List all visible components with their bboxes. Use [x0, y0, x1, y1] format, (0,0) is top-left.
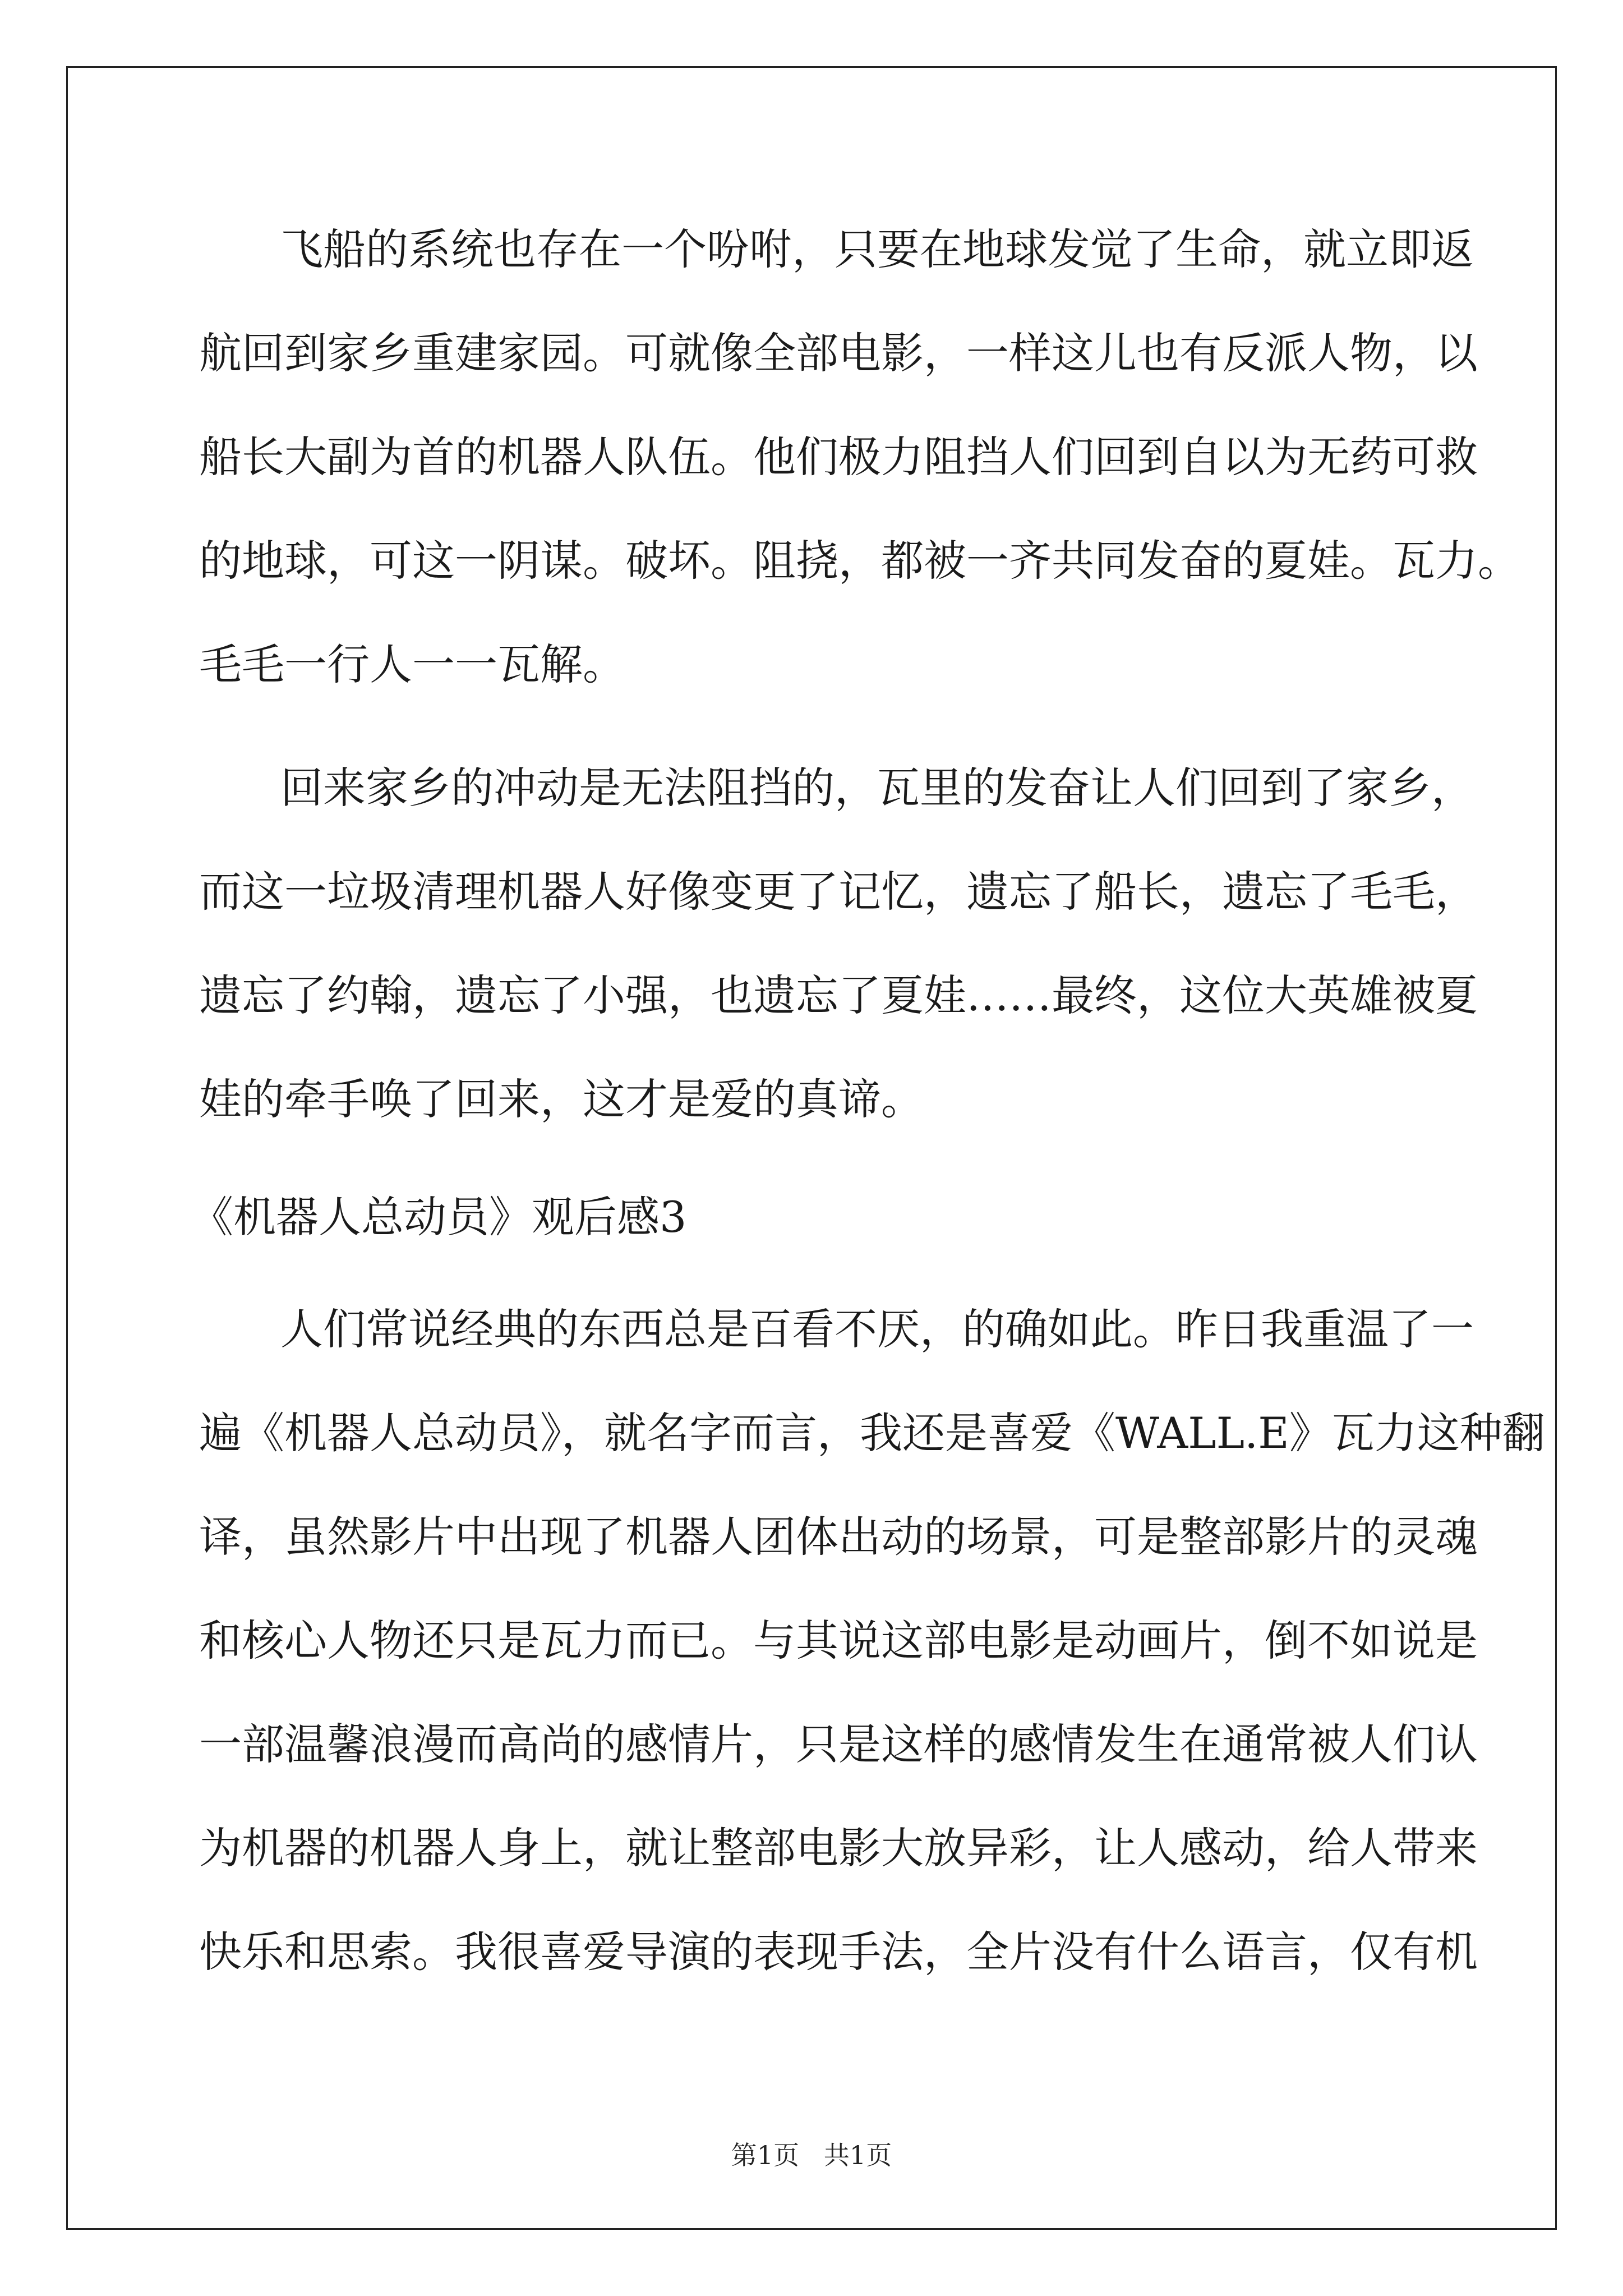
paragraph-line: 快乐和思索。我很喜爱导演的表现手法，全片没有什么语言，仅有机 [199, 1927, 1478, 1977]
paragraph-line: 人们常说经典的东西总是百看不厌，的确如此。昨日我重温了一 [280, 1304, 1474, 1354]
paragraph-line: 船长大副为首的机器人队伍。他们极力阻挡人们回到自以为无药可救 [199, 432, 1478, 482]
paragraph-line: 娃的牵手唤了回来，这才是爱的真谛。 [199, 1074, 924, 1124]
paragraph-line: 遗忘了约翰，遗忘了小强，也遗忘了夏娃……最终，这位大英雄被夏 [199, 970, 1478, 1020]
paragraph-line: 飞船的系统也存在一个吩咐，只要在地球发觉了生命，就立即返 [280, 224, 1474, 274]
paragraph-line: 毛毛一行人一一瓦解。 [199, 639, 625, 689]
paragraph-line: 和核心人物还只是瓦力而已。与其说这部电影是动画片，倒不如说是 [199, 1616, 1478, 1665]
paragraph-line: 译，虽然影片中出现了机器人团体出动的场景，可是整部影片的灵魂 [199, 1512, 1478, 1562]
paragraph-line: 回来家乡的冲动是无法阻挡的，瓦里的发奋让人们回到了家乡， [280, 763, 1474, 813]
paragraph-line: 航回到家乡重建家园。可就像全部电影，一样这儿也有反派人物，以 [199, 328, 1478, 378]
paragraph-line: 遍《机器人总动员》，就名字而言，我还是喜爱《WALL.E》瓦力这种翻 [199, 1408, 1545, 1458]
page-number-footer: 第1页 共1页 [731, 2140, 892, 2170]
page-border [66, 66, 1557, 2230]
paragraph-line: 一部温馨浪漫而高尚的感情片，只是这样的感情发生在通常被人们认 [199, 1719, 1478, 1769]
paragraph-line: 为机器的机器人身上，就让整部电影大放异彩，让人感动，给人带来 [199, 1823, 1478, 1873]
section-heading: 《机器人总动员》观后感3 [191, 1192, 687, 1242]
paragraph-line: 的地球，可这一阴谋。破坏。阻挠，都被一齐共同发奋的夏娃。瓦力。 [199, 536, 1520, 586]
paragraph-line: 而这一垃圾清理机器人好像变更了记忆，遗忘了船长，遗忘了毛毛， [199, 867, 1478, 917]
